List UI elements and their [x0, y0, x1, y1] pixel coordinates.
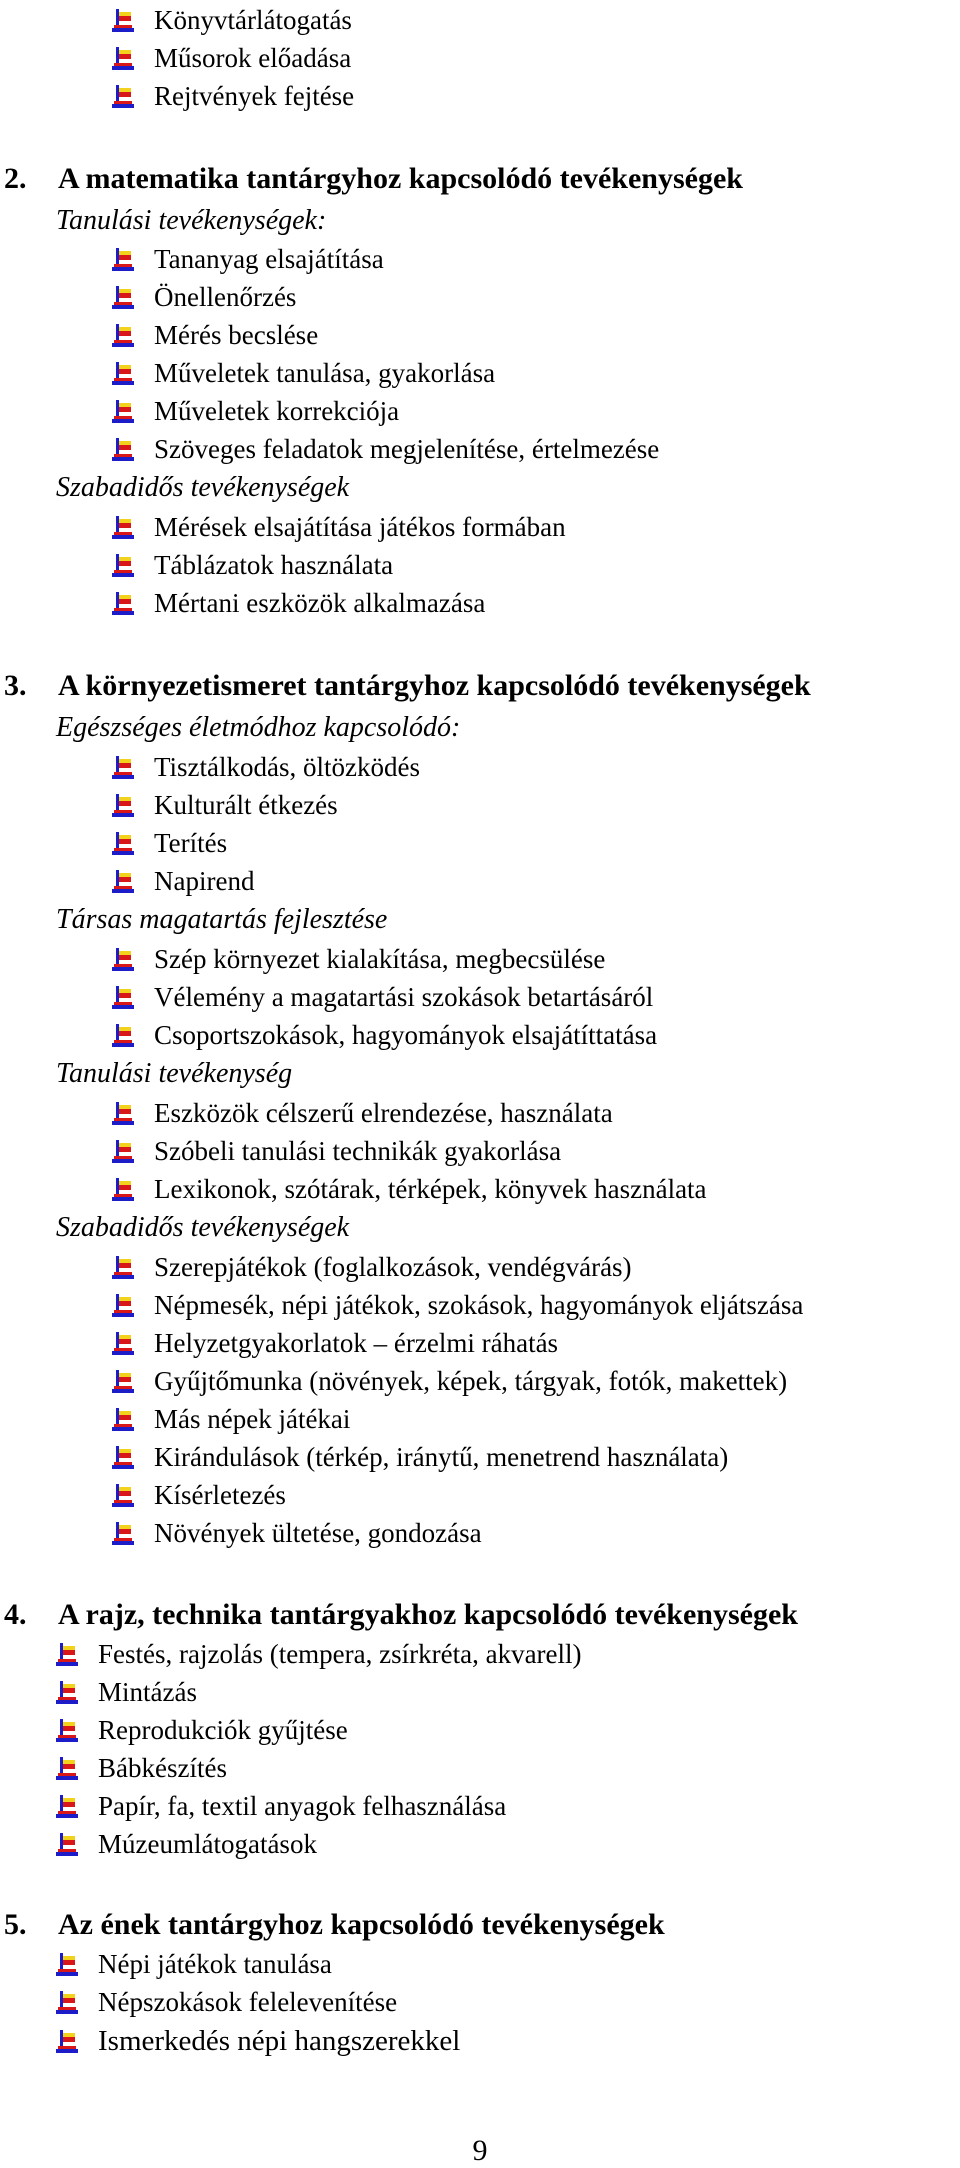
list-item: Népszokások felelevenítése — [56, 1984, 397, 2020]
list-item: Szép környezet kialakítása, megbecsülése — [112, 941, 605, 977]
flag-bullet-icon — [56, 1641, 78, 1667]
flag-bullet-icon — [56, 1679, 78, 1705]
flag-bullet-icon — [112, 436, 134, 462]
list-item: Szóbeli tanulási technikák gyakorlása — [112, 1133, 561, 1169]
flag-bullet-icon — [112, 1444, 134, 1470]
list-item: Festés, rajzolás (tempera, zsírkréta, akvarell) — [56, 1636, 582, 1672]
subsection-title: Szabadidős tevékenységek — [56, 1212, 350, 1243]
list-item: Műsorok előadása — [112, 40, 351, 76]
flag-bullet-icon — [112, 83, 134, 109]
flag-bullet-icon — [56, 1951, 78, 1977]
flag-bullet-icon — [112, 830, 134, 856]
flag-bullet-icon — [112, 1330, 134, 1356]
list-item: Lexikonok, szótárak, térképek, könyvek használata — [112, 1171, 707, 1207]
flag-bullet-icon — [112, 398, 134, 424]
list-item: Ismerkedés népi hangszerekkel — [56, 2023, 460, 2059]
list-item: Mérések elsajátítása játékos formában — [112, 509, 566, 545]
section-heading: 4. A rajz, technika tantárgyakhoz kapcsolódó tevékenységek — [4, 1598, 798, 1631]
flag-bullet-icon — [112, 1138, 134, 1164]
list-item: Táblázatok használata — [112, 547, 393, 583]
list-item: Terítés — [112, 825, 227, 861]
list-item: Bábkészítés — [56, 1750, 227, 1786]
list-item: Mérés becslése — [112, 317, 318, 353]
section-heading: 5. Az ének tantárgyhoz kapcsolódó tevékenységek — [4, 1908, 665, 1941]
list-item: Eszközök célszerű elrendezése, használata — [112, 1095, 613, 1131]
list-item: Papír, fa, textil anyagok felhasználása — [56, 1788, 506, 1824]
list-item: Önellenőrzés — [112, 279, 296, 315]
list-item: Reprodukciók gyűjtése — [56, 1712, 348, 1748]
flag-bullet-icon — [112, 792, 134, 818]
list-item: Szöveges feladatok megjelenítése, értelmezése — [112, 431, 659, 467]
flag-bullet-icon — [112, 1254, 134, 1280]
list-item: Múzeumlátogatások — [56, 1826, 317, 1862]
subsection-title: Társas magatartás fejlesztése — [56, 904, 388, 935]
list-item: Népmesék, népi játékok, szokások, hagyományok eljátszása — [112, 1287, 803, 1323]
flag-bullet-icon — [112, 946, 134, 972]
list-item: Műveletek korrekciója — [112, 393, 399, 429]
list-item: Növények ültetése, gondozása — [112, 1515, 482, 1551]
flag-bullet-icon — [112, 1520, 134, 1546]
flag-bullet-icon — [112, 984, 134, 1010]
subsection-title: Tanulási tevékenységek: — [56, 205, 327, 236]
flag-bullet-icon — [56, 1989, 78, 2015]
flag-bullet-icon — [56, 2028, 78, 2054]
flag-bullet-icon — [112, 1100, 134, 1126]
list-item: Kulturált étkezés — [112, 787, 338, 823]
flag-bullet-icon — [112, 514, 134, 540]
flag-bullet-icon — [112, 868, 134, 894]
subsection-title: Szabadidős tevékenységek — [56, 472, 350, 503]
flag-bullet-icon — [56, 1717, 78, 1743]
list-item: Vélemény a magatartási szokások betartásáról — [112, 979, 653, 1015]
flag-bullet-icon — [56, 1793, 78, 1819]
list-item: Rejtvények fejtése — [112, 78, 354, 114]
page-number: 9 — [472, 2134, 488, 2167]
list-item: Helyzetgyakorlatok – érzelmi ráhatás — [112, 1325, 558, 1361]
section-heading: 3. A környezetismeret tantárgyhoz kapcsolódó tevékenységek — [4, 669, 811, 702]
flag-bullet-icon — [112, 7, 134, 33]
flag-bullet-icon — [112, 1482, 134, 1508]
flag-bullet-icon — [112, 322, 134, 348]
list-item: Kísérletezés — [112, 1477, 286, 1513]
list-item: Mintázás — [56, 1674, 197, 1710]
flag-bullet-icon — [112, 1022, 134, 1048]
section-heading: 2. A matematika tantárgyhoz kapcsolódó tevékenységek — [4, 162, 743, 195]
list-item: Műveletek tanulása, gyakorlása — [112, 355, 495, 391]
list-item: Mértani eszközök alkalmazása — [112, 585, 485, 621]
flag-bullet-icon — [112, 284, 134, 310]
list-item: Napirend — [112, 863, 254, 899]
flag-bullet-icon — [56, 1755, 78, 1781]
flag-bullet-icon — [112, 1406, 134, 1432]
list-item: Más népek játékai — [112, 1401, 350, 1437]
flag-bullet-icon — [112, 552, 134, 578]
flag-bullet-icon — [112, 590, 134, 616]
flag-bullet-icon — [112, 45, 134, 71]
flag-bullet-icon — [112, 754, 134, 780]
subsection-title: Tanulási tevékenység — [56, 1058, 293, 1089]
flag-bullet-icon — [56, 1831, 78, 1857]
list-item: Népi játékok tanulása — [56, 1946, 332, 1982]
list-item: Tisztálkodás, öltözködés — [112, 749, 420, 785]
flag-bullet-icon — [112, 360, 134, 386]
list-item: Gyűjtőmunka (növények, képek, tárgyak, fotók, makettek) — [112, 1363, 787, 1399]
list-item: Csoportszokások, hagyományok elsajátíttatása — [112, 1017, 657, 1053]
subsection-title: Egészséges életmódhoz kapcsolódó: — [56, 712, 461, 743]
list-item: Könyvtárlátogatás — [112, 2, 352, 38]
flag-bullet-icon — [112, 1368, 134, 1394]
flag-bullet-icon — [112, 246, 134, 272]
flag-bullet-icon — [112, 1176, 134, 1202]
list-item: Szerepjátékok (foglalkozások, vendégvárás) — [112, 1249, 632, 1285]
list-item: Kirándulások (térkép, iránytű, menetrend használata) — [112, 1439, 728, 1475]
flag-bullet-icon — [112, 1292, 134, 1318]
list-item: Tananyag elsajátítása — [112, 241, 384, 277]
